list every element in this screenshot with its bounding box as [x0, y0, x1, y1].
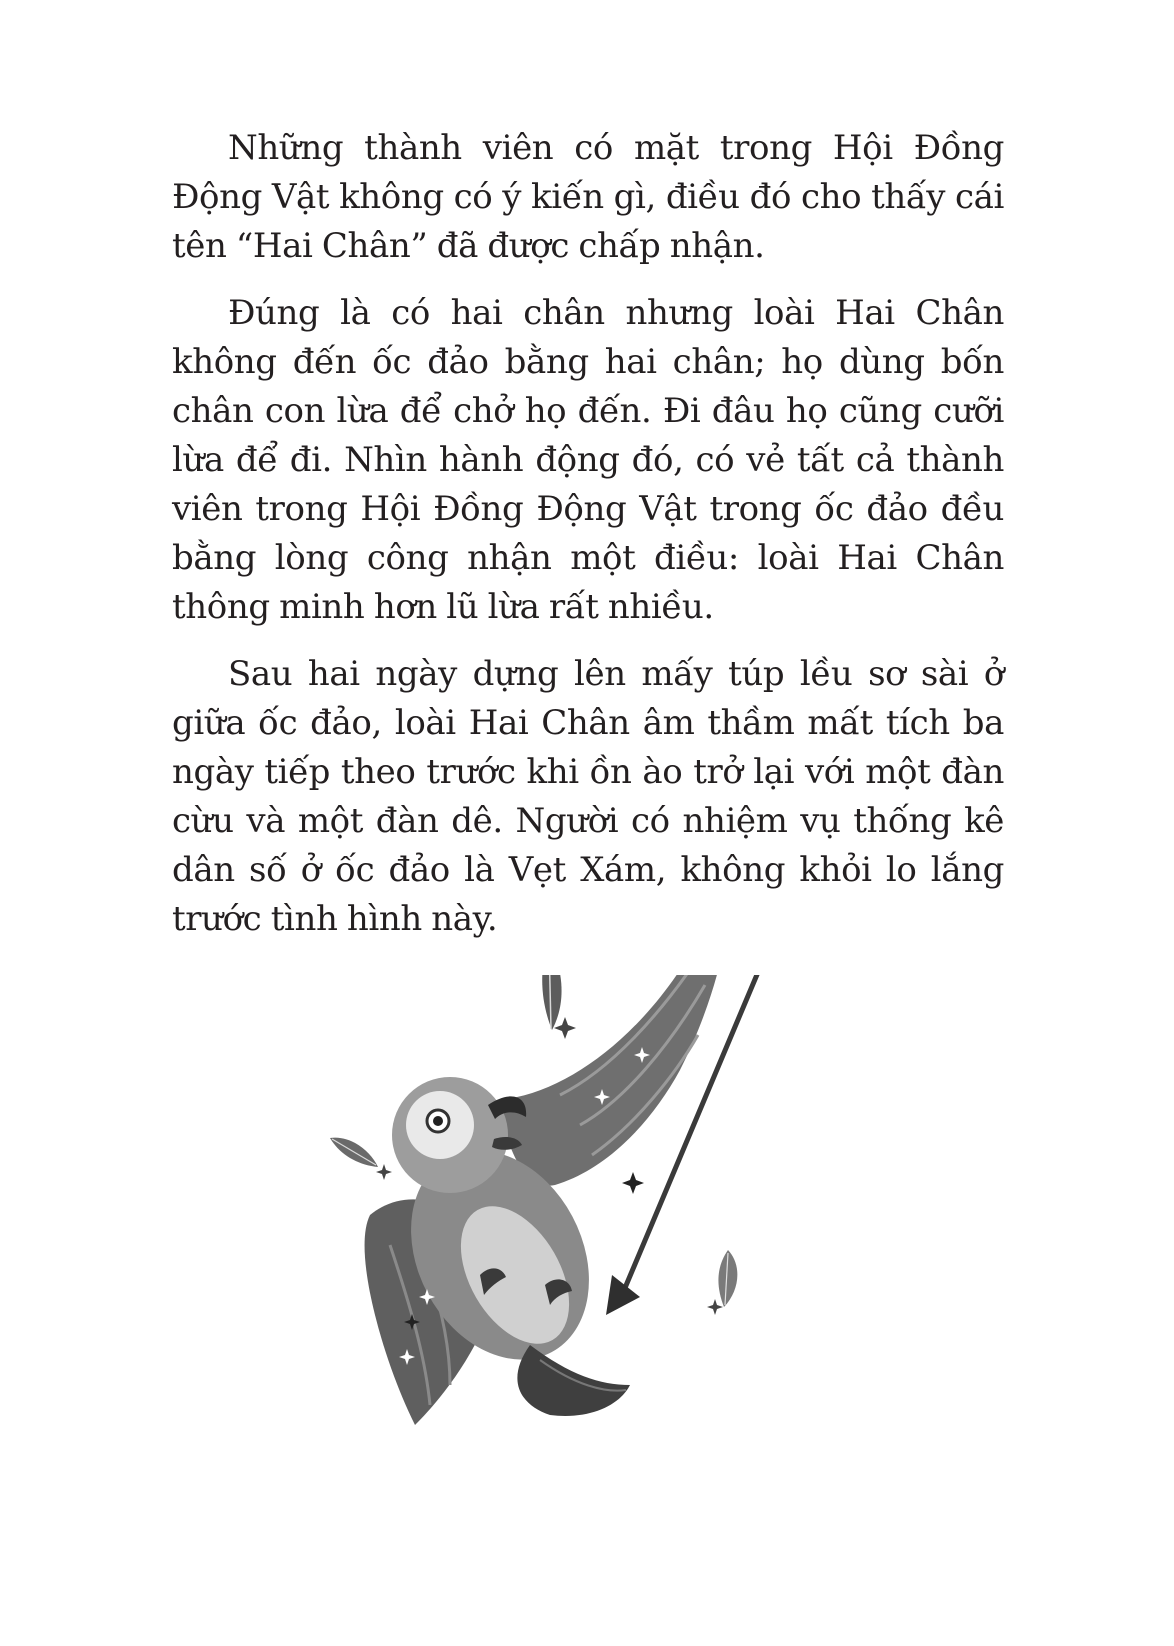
feather-top [542, 975, 561, 1030]
paragraph-3: Sau hai ngày dựng lên mấy túp lều sơ sài ở giữa ốc đảo, loài Hai Chân âm thầm mất tích ba ngày tiếp theo trước khi ồn ào trở lại với một đàn cừu và một đàn dê. Người có nhiệm vụ thống kê dân số ở ốc đảo là Vẹt Xám, không khỏi lo lắng trước tình hình này. [172, 654, 1004, 939]
parrot [365, 975, 728, 1425]
parrot-arrow-illustration [330, 975, 890, 1495]
parrot-illustration-svg [330, 975, 890, 1495]
paragraph-2: Đúng là có hai chân nhưng loài Hai Chân không đến ốc đảo bằng hai chân; họ dùng bốn chân con lừa để chở họ đến. Đi đâu họ cũng cưỡi lừa để đi. Nhìn hành động đó, có vẻ tất cả thành viên trong Hội Đồng Động Vật trong ốc đảo đều bằng lòng công nhận một điều: loài Hai Chân thông minh hơn lũ lừa rất nhiều. [172, 293, 1004, 627]
paragraph-1: Những thành viên có mặt trong Hội Đồng Động Vật không có ý kiến gì, điều đó cho thấy cái tên “Hai Chân” đã được chấp nhận. [172, 128, 1004, 266]
feather-right [718, 1250, 737, 1307]
body-text [172, 124, 1004, 962]
feather-left [330, 1138, 378, 1167]
